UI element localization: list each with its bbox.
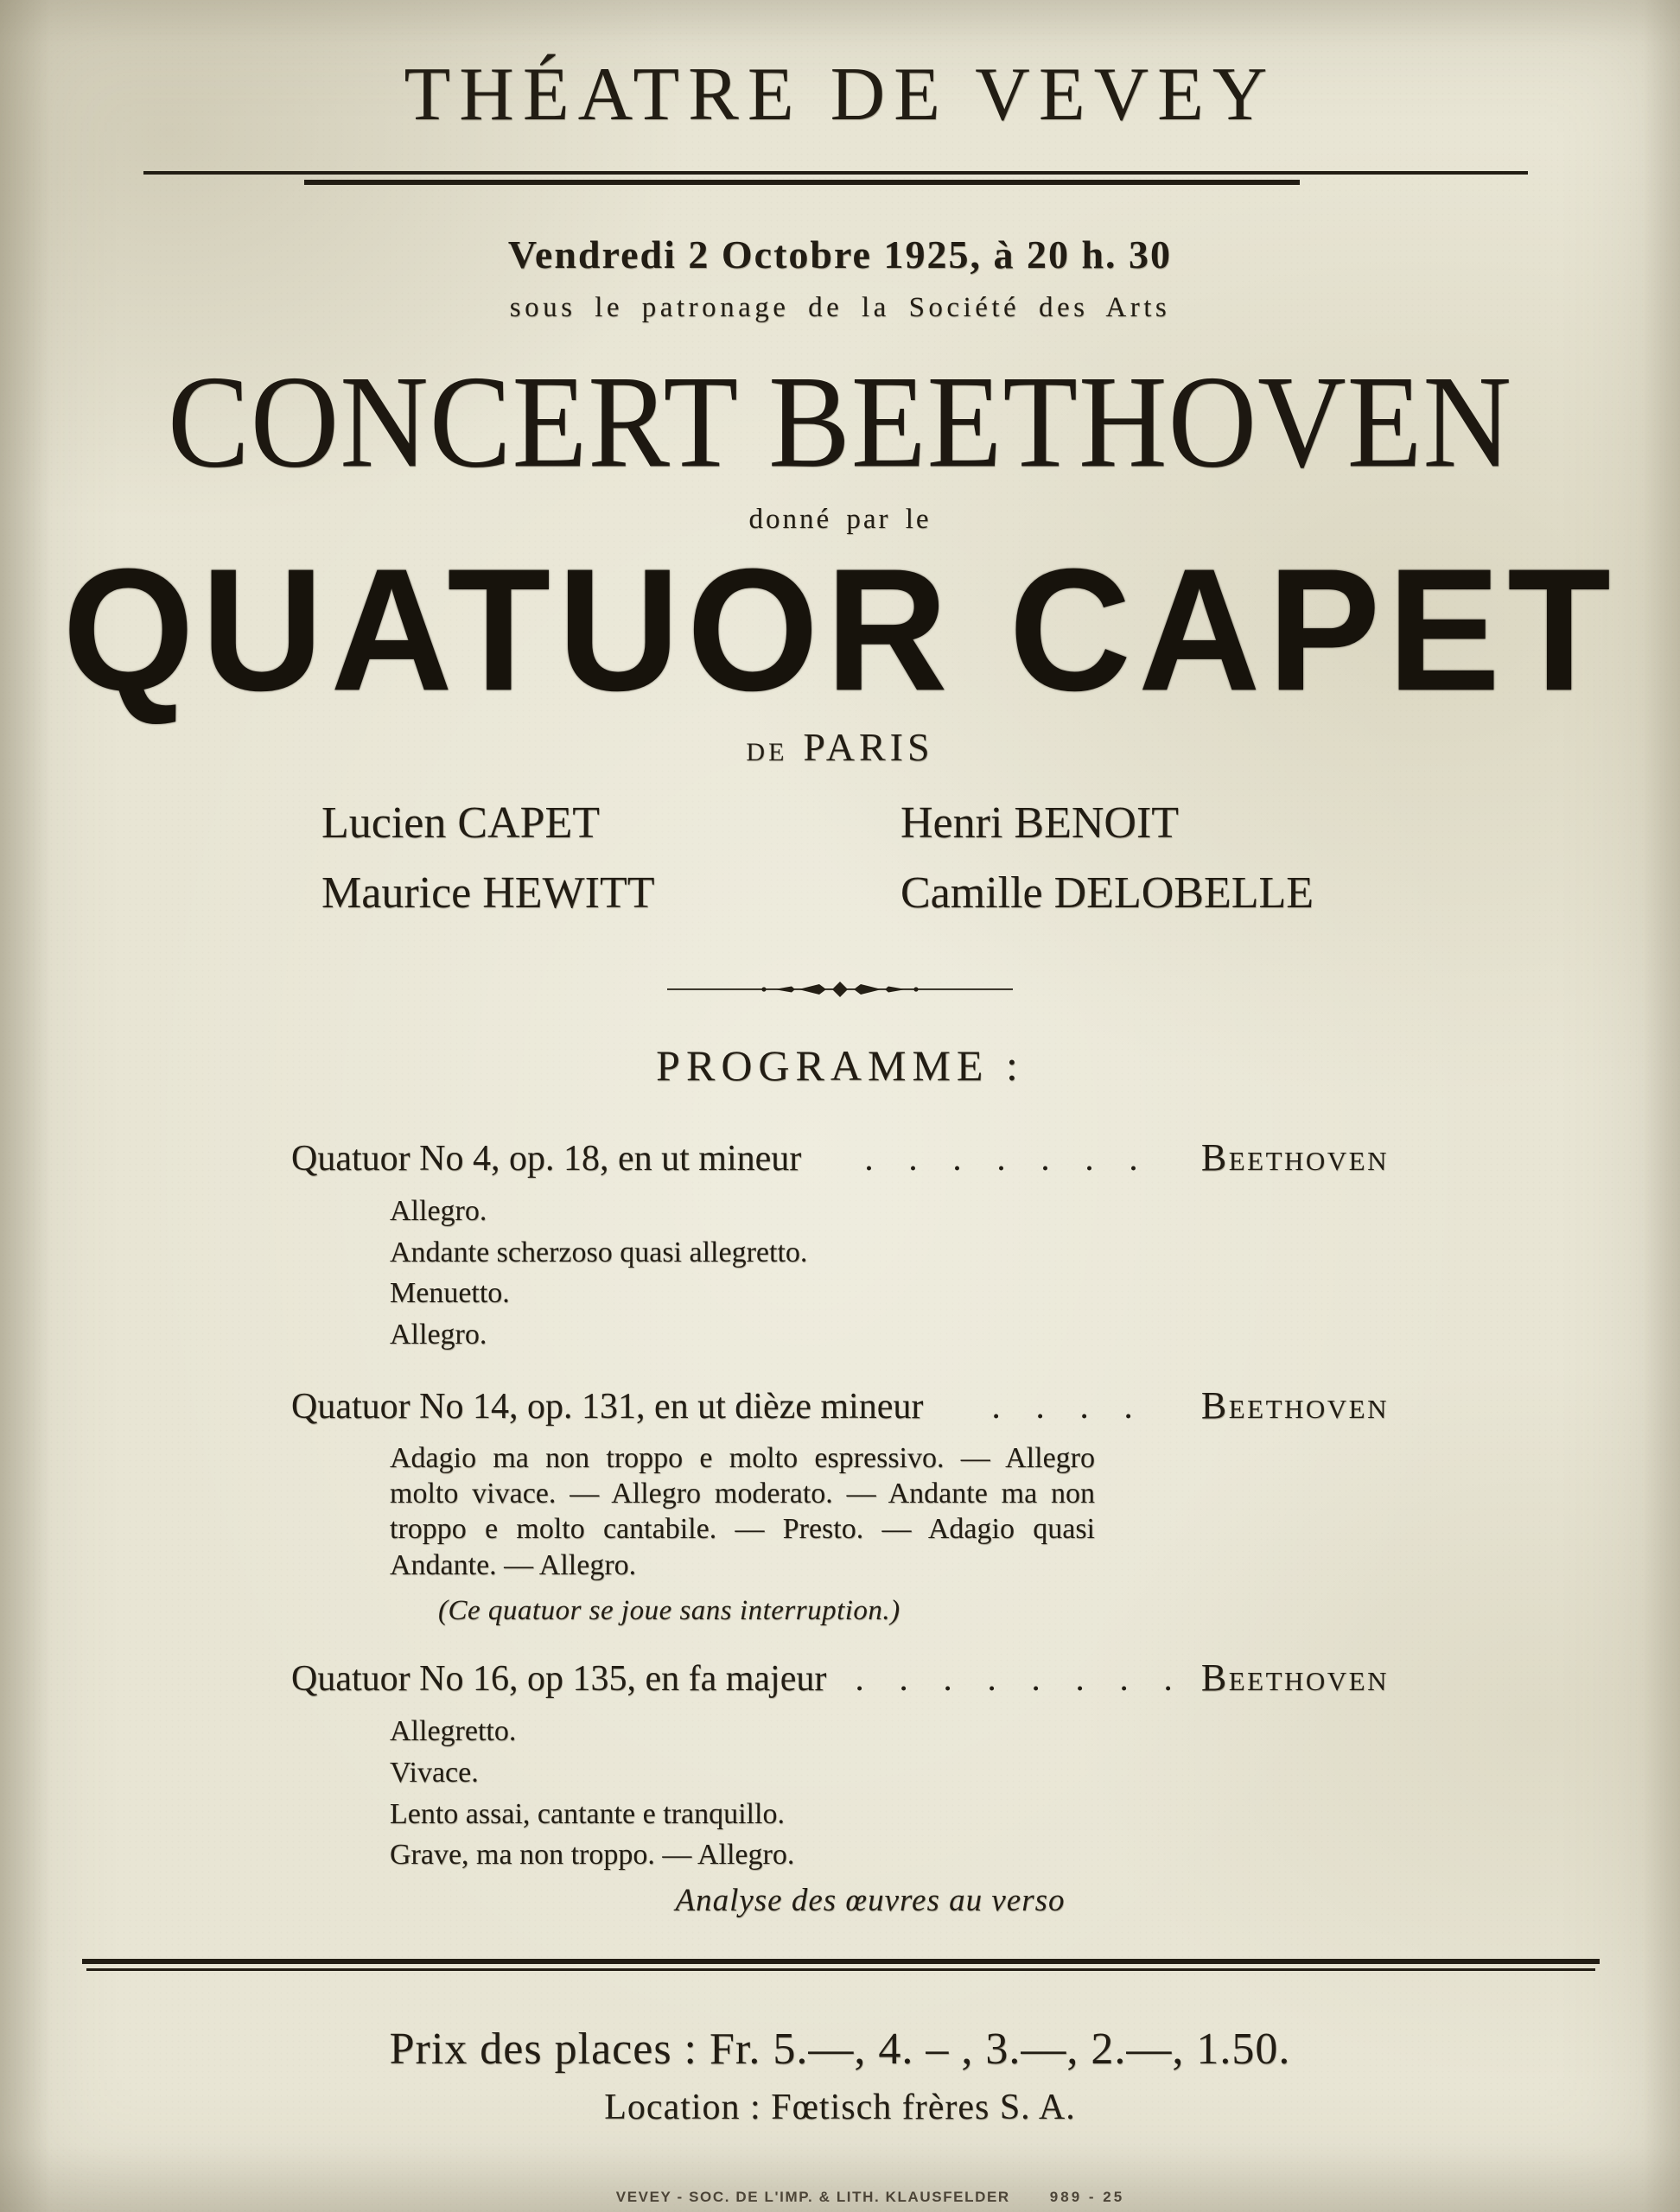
location-line: Location : Fœtisch frères S. A. — [604, 2088, 1076, 2128]
dot-leader: . . . . . . . — [864, 1139, 1138, 1179]
printer-code: 989 - 25 — [1049, 2188, 1125, 2205]
dot-leader: . . . . . . . . — [855, 1659, 1173, 1700]
member-name: Lucien CAPET — [321, 798, 601, 848]
header-rules — [0, 171, 1680, 185]
movement-line: Menuetto. — [390, 1277, 510, 1310]
member-name: Maurice HEWITT — [321, 868, 655, 918]
ensemble-title: QUATUOR CAPET — [62, 531, 1618, 728]
programme-heading: PROGRAMME : — [656, 1041, 1024, 1090]
given-by-line: donné par le — [748, 504, 932, 536]
program-item — [291, 1384, 1389, 1428]
analysis-footnote: Analyse des œuvres au verso — [675, 1883, 1066, 1919]
movement-line: Allegretto. — [390, 1715, 517, 1747]
header-rule-thin — [143, 171, 1528, 175]
program-item-title: Quatuor No 4, op. 18, en ut mineur — [291, 1139, 802, 1179]
origin-prefix: DE — [746, 737, 788, 766]
footer-rule-thick — [82, 1959, 1600, 1964]
footer-rule-thin — [86, 1968, 1595, 1971]
members-grid — [321, 798, 1359, 918]
movements-paragraph: Adagio ma non troppo e molto espressivo. — Allegro molto vivace. — Allegro moderato. — Andante ma non troppo e molto cantabile. — Presto. — Adagio quasi Andante. — Allegro. — [390, 1441, 1095, 1581]
printer-line — [616, 2189, 1124, 2206]
prices-line: Prix des places : Fr. 5.—, 4. – , 3.—, 2.—, 1.50. — [389, 2024, 1291, 2075]
program-item — [291, 1136, 1389, 1180]
composer-name: Beethoven — [1200, 1136, 1389, 1179]
ensemble-origin — [746, 724, 934, 769]
footer-rules — [0, 1959, 1680, 1971]
movement-line: Lento assai, cantante e tranquillo. — [390, 1797, 785, 1830]
origin-city: PARIS — [803, 724, 934, 769]
movement-line: Andante scherzoso quasi allegretto. — [390, 1236, 808, 1268]
performance-note: (Ce quatuor se joue sans interruption.) — [438, 1595, 900, 1627]
composer-name: Beethoven — [1200, 1656, 1389, 1700]
movements-list — [291, 1194, 1389, 1353]
ornament-divider-icon — [667, 978, 1013, 1001]
dot-leader: . . . . — [991, 1386, 1133, 1427]
program-section — [291, 1090, 1389, 1919]
printer-credit: VEVEY - SOC. DE L'IMP. & LITH. KLAUSFELDER — [615, 2188, 1010, 2205]
movement-line: Grave, ma non troppo. — Allegro. — [390, 1839, 795, 1872]
movements-list — [291, 1714, 1389, 1873]
movement-line: Vivace. — [390, 1756, 479, 1789]
concert-title: CONCERT BEETHOVEN — [168, 347, 1512, 496]
movement-line: Allegro. — [390, 1319, 487, 1351]
program-item-title: Quatuor No 16, op 135, en fa majeur — [291, 1659, 827, 1700]
program-item-title: Quatuor No 14, op. 131, en ut dièze mineur — [291, 1386, 924, 1427]
member-name: Henri BENOIT — [900, 798, 1180, 848]
movement-line: Allegro. — [390, 1194, 487, 1227]
composer-name: Beethoven — [1200, 1383, 1389, 1427]
member-name: Camille DELOBELLE — [900, 868, 1314, 918]
venue-title: THÉATRE DE VEVEY — [404, 53, 1276, 137]
event-date: Vendredi 2 Octobre 1925, à 20 h. 30 — [507, 232, 1173, 276]
patronage-line: sous le patronage de la Société des Arts — [509, 291, 1171, 323]
header-rule-thick — [304, 180, 1300, 185]
program-item — [291, 1656, 1389, 1700]
